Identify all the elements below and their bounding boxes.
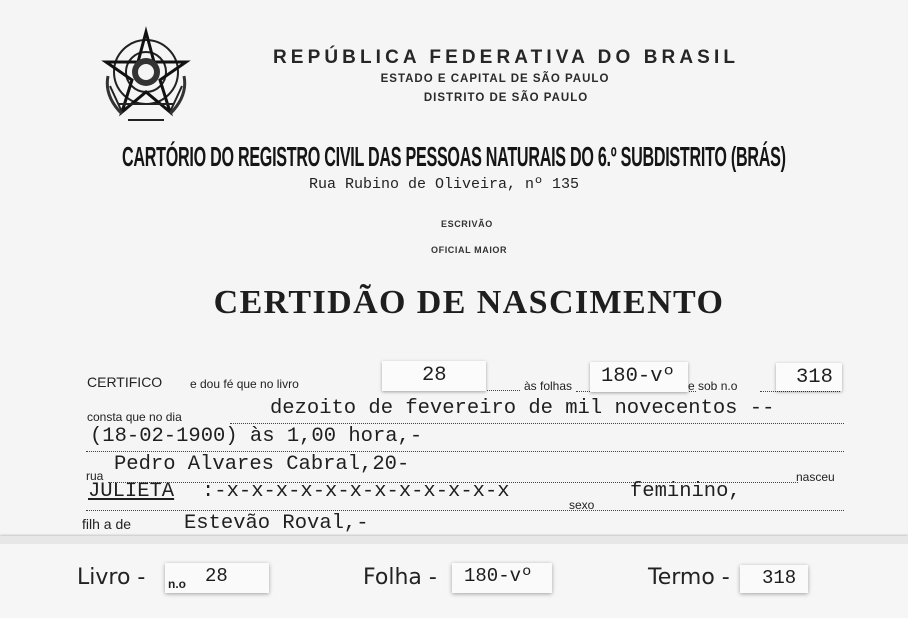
date-written-line1: dezoito de fevereiro de mil novecentos --: [270, 397, 775, 420]
clerk-label: ESCRIVÃO: [441, 219, 493, 229]
registry-address: Rua Rubino de Oliveira, nº 135: [309, 176, 580, 193]
folhas-value: 180-vº: [601, 365, 675, 388]
summary-livro-value: 28: [205, 565, 228, 587]
summary-livro-chip: [165, 563, 269, 593]
consta-label: consta que no dia: [87, 410, 182, 424]
rua-label: rua: [86, 469, 104, 483]
chief-officer-label: OFICIAL MAIOR: [431, 245, 508, 255]
sex-value: feminino,: [630, 480, 741, 503]
summary-folha-value: 180-vº: [464, 565, 533, 587]
summary-termo-chip: [740, 565, 808, 593]
certifico-label: CERTIFICO: [87, 374, 163, 390]
document-title: CERTIDÃO DE NASCIMENTO: [213, 284, 725, 321]
summary-livro-no: n.o: [168, 577, 186, 591]
summary-livro-label: Livro -: [77, 565, 146, 590]
termo-no-label: e sob n.o: [688, 379, 738, 393]
summary-termo-value: 318: [762, 567, 797, 589]
summary-folha-label: Folha -: [363, 565, 437, 590]
date-written-line2: (18-02-1900) às 1,00 hora,-: [90, 425, 423, 448]
child-name-fill: :-x-x-x-x-x-x-x-x-x-x-x-x: [202, 480, 510, 503]
termo-value: 318: [796, 366, 833, 389]
page-edge: [0, 536, 908, 544]
parent-name: Estevão Roval,-: [184, 512, 369, 535]
livro-value: 28: [422, 364, 447, 387]
as-folhas-label: às folhas: [524, 379, 573, 393]
summary-termo-label: Termo -: [648, 565, 730, 590]
dou-fe-text: e dou fé que no livro: [190, 377, 299, 391]
republic-heading: REPÚBLICA FEDERATIVA DO BRASIL: [272, 47, 740, 68]
street-value: Pedro Alvares Cabral,20-: [114, 453, 410, 476]
sexo-label: sexo: [569, 498, 595, 512]
registry-office-name: CARTÓRIO DO REGISTRO CIVIL DAS PESSOAS NATURAIS DO 6.º SUBDISTRITO (BRÁS): [122, 142, 786, 174]
summary-folha-chip: [452, 563, 552, 593]
nasceu-label: nasceu: [796, 470, 835, 484]
child-name: JULIETA: [88, 480, 175, 503]
district-heading: DISTRITO DE SÃO PAULO: [423, 92, 589, 104]
state-heading: ESTADO E CAPITAL DE SÃO PAULO: [380, 73, 610, 85]
filho-label: filh a de: [82, 516, 132, 532]
